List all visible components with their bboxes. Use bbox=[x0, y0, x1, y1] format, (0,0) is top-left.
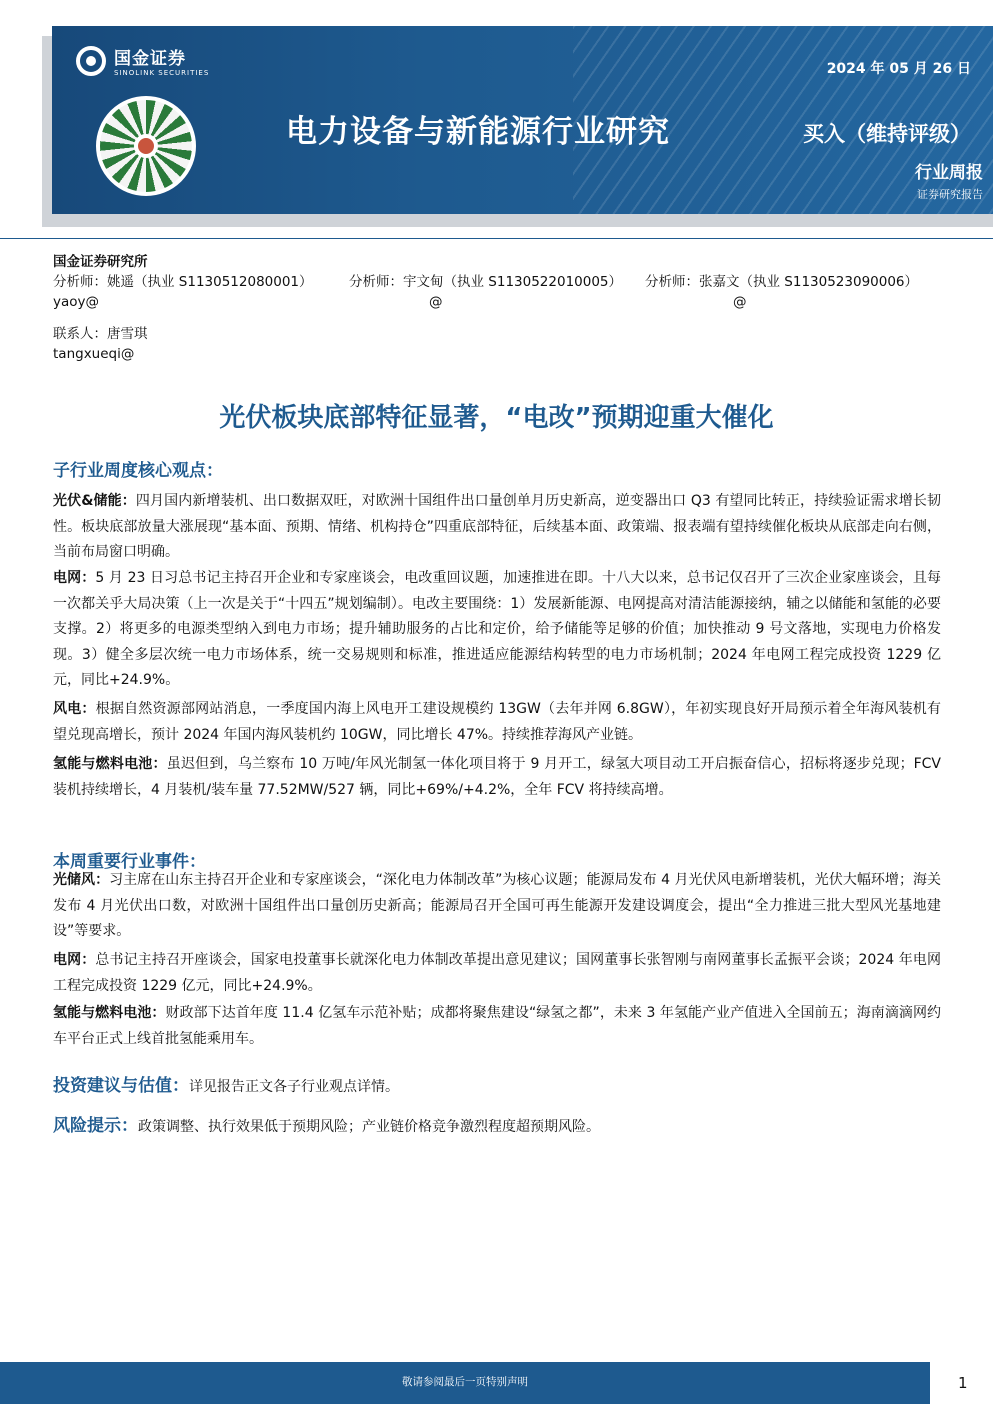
footer-notice: 敬请参阅最后一页特别声明 bbox=[402, 1376, 528, 1388]
para-grid bbox=[53, 566, 941, 694]
report-date: 2024 年 05 月 26 日 bbox=[826, 61, 971, 77]
para-label: 电网： bbox=[53, 952, 96, 968]
event-hydrogen bbox=[53, 1001, 941, 1052]
event-pv-storage-wind bbox=[53, 868, 941, 945]
analyst-3-email[interactable]: @ bbox=[733, 294, 747, 310]
report-header-title: 电力设备与新能源行业研究 bbox=[286, 114, 670, 150]
report-subtype: 证券研究报告 bbox=[917, 188, 983, 201]
para-text: 虽迟但到，乌兰察布 10 万吨/年风光制氢一体化项目将于 9 月开工，绿氢大项目动工开启振奋信心，招标将逐步兑现；FCV 装机持续增长，4 月装机/装车量 77.52MW/527 辆，同比+69%/+4.2%，全年 FCV 将持续高增。 bbox=[53, 756, 941, 798]
qr-center-icon bbox=[135, 135, 157, 157]
header-banner bbox=[52, 26, 993, 214]
authors-block bbox=[53, 252, 918, 364]
contact-email[interactable]: tangxueqi@ bbox=[53, 346, 135, 362]
para-hydrogen bbox=[53, 752, 941, 803]
para-label: 电网： bbox=[53, 570, 96, 586]
analyst-row bbox=[53, 272, 918, 292]
analyst-1-email[interactable]: yaoy@ bbox=[53, 294, 100, 310]
logo-cn: 国金证券 bbox=[114, 49, 186, 69]
analyst-email-row bbox=[53, 292, 918, 312]
event-grid bbox=[53, 948, 941, 999]
risk-warning bbox=[53, 1111, 600, 1136]
report-type: 行业周报 bbox=[915, 163, 983, 183]
analyst-3: 分析师：张嘉文（执业 S1130523090006） bbox=[645, 274, 919, 290]
analyst-1: 分析师：姚遥（执业 S1130512080001） bbox=[53, 274, 313, 290]
investment-heading: 投资建议与估值： bbox=[53, 1076, 189, 1096]
page-number: 1 bbox=[958, 1374, 968, 1392]
header-divider bbox=[0, 238, 993, 239]
logo-icon bbox=[76, 46, 106, 76]
investment-text: 详见报告正文各子行业观点详情。 bbox=[189, 1079, 399, 1095]
para-pv-storage bbox=[53, 489, 941, 566]
investment-advice bbox=[53, 1071, 399, 1096]
section-heading-events: 本周重要行业事件： bbox=[53, 852, 206, 872]
risk-text: 政策调整、执行效果低于预期风险；产业链价格竞争激烈程度超预期风险。 bbox=[138, 1119, 600, 1135]
para-text: 5 月 23 日习总书记主持召开企业和专家座谈会，电改重回议题，加速推进在即。十八大以来，总书记仅召开了三次企业家座谈会，且每一次都关乎大局决策（上一次是关于“十四五”规划编制）。电改主要围绕：1）发展新能源、电网提高对清洁能源接纳，辅之以储能和氢能的必要支撑。2）将更多的电源类型纳入到电力市场；提升辅助服务的占比和定价，给予储能等足够的价值；加快推动 9 号文落地，实现电力价格发现。3）健全多层次统一电力市场体系，统一交易规则和标准，推进适应能源结构转型的电力市场机制；2024 年电网工程完成投资 1229 亿元，同比+24.9%。 bbox=[53, 570, 941, 688]
logo-en: SINOLINK SECURITIES bbox=[114, 69, 210, 77]
section-heading-core-views: 子行业周度核心观点： bbox=[53, 461, 223, 481]
research-institute: 国金证券研究所 bbox=[53, 254, 148, 270]
para-text: 财政部下达首年度 11.4 亿氢车示范补贴；成都将聚焦建设“绿氢之都”，未来 3 年氢能产业产值进入全国前五；海南滴滴网约车平台正式上线首批氢能乘用车。 bbox=[53, 1005, 942, 1047]
para-label: 光储风： bbox=[53, 872, 110, 888]
contact-person: 联系人：唐雪琪 bbox=[53, 326, 148, 342]
risk-heading: 风险提示： bbox=[53, 1116, 138, 1136]
qr-code-icon bbox=[96, 96, 196, 196]
para-text: 四月国内新增装机、出口数据双旺，对欧洲十国组件出口量创单月历史新高，逆变器出口 Q3 有望同比转正，持续验证需求增长韧性。板块底部放量大涨展现“基本面、预期、情绪、机构持仓”四重底部特征，后续基本面、政策端、报表端有望持续催化板块从底部走向右侧，当前布局窗口明确。 bbox=[53, 493, 941, 560]
para-text: 总书记主持召开座谈会，国家电投董事长就深化电力体制改革提出意见建议；国网董事长张智刚与南网董事长孟振平会谈；2024 年电网工程完成投资 1229 亿元，同比+24.9%。 bbox=[53, 952, 942, 994]
analyst-2-email[interactable]: @ bbox=[429, 294, 443, 310]
company-logo bbox=[76, 44, 209, 77]
rating: 买入（维持评级） bbox=[803, 122, 971, 146]
para-label: 风电： bbox=[53, 701, 96, 717]
para-text: 习主席在山东主持召开企业和专家座谈会，“深化电力体制改革”为核心议题；能源局发布 4 月光伏风电新增装机，光伏大幅环增；海关发布 4 月光伏出口数，对欧洲十国组件出口量创历史新高；能源局召开全国可再生能源开发建设调度会，提出“全力推进三批大型风光基地建设”等要求。 bbox=[53, 872, 942, 939]
para-wind bbox=[53, 697, 941, 748]
para-label: 光伏&储能： bbox=[53, 493, 136, 509]
para-label: 氢能与燃料电池： bbox=[53, 756, 167, 772]
main-title: 光伏板块底部特征显著，“电改”预期迎重大催化 bbox=[219, 403, 774, 433]
analyst-2: 分析师：宇文甸（执业 S1130522010005） bbox=[349, 274, 623, 290]
para-label: 氢能与燃料电池： bbox=[53, 1005, 166, 1021]
para-text: 根据自然资源部网站消息，一季度国内海上风电开工建设规模约 13GW（去年并网 6.8GW），年初实现良好开局预示着全年海风装机有望兑现高增长，预计 2024 年国内海风装机约 10GW，同比增长 47%。持续推荐海风产业链。 bbox=[53, 701, 942, 743]
